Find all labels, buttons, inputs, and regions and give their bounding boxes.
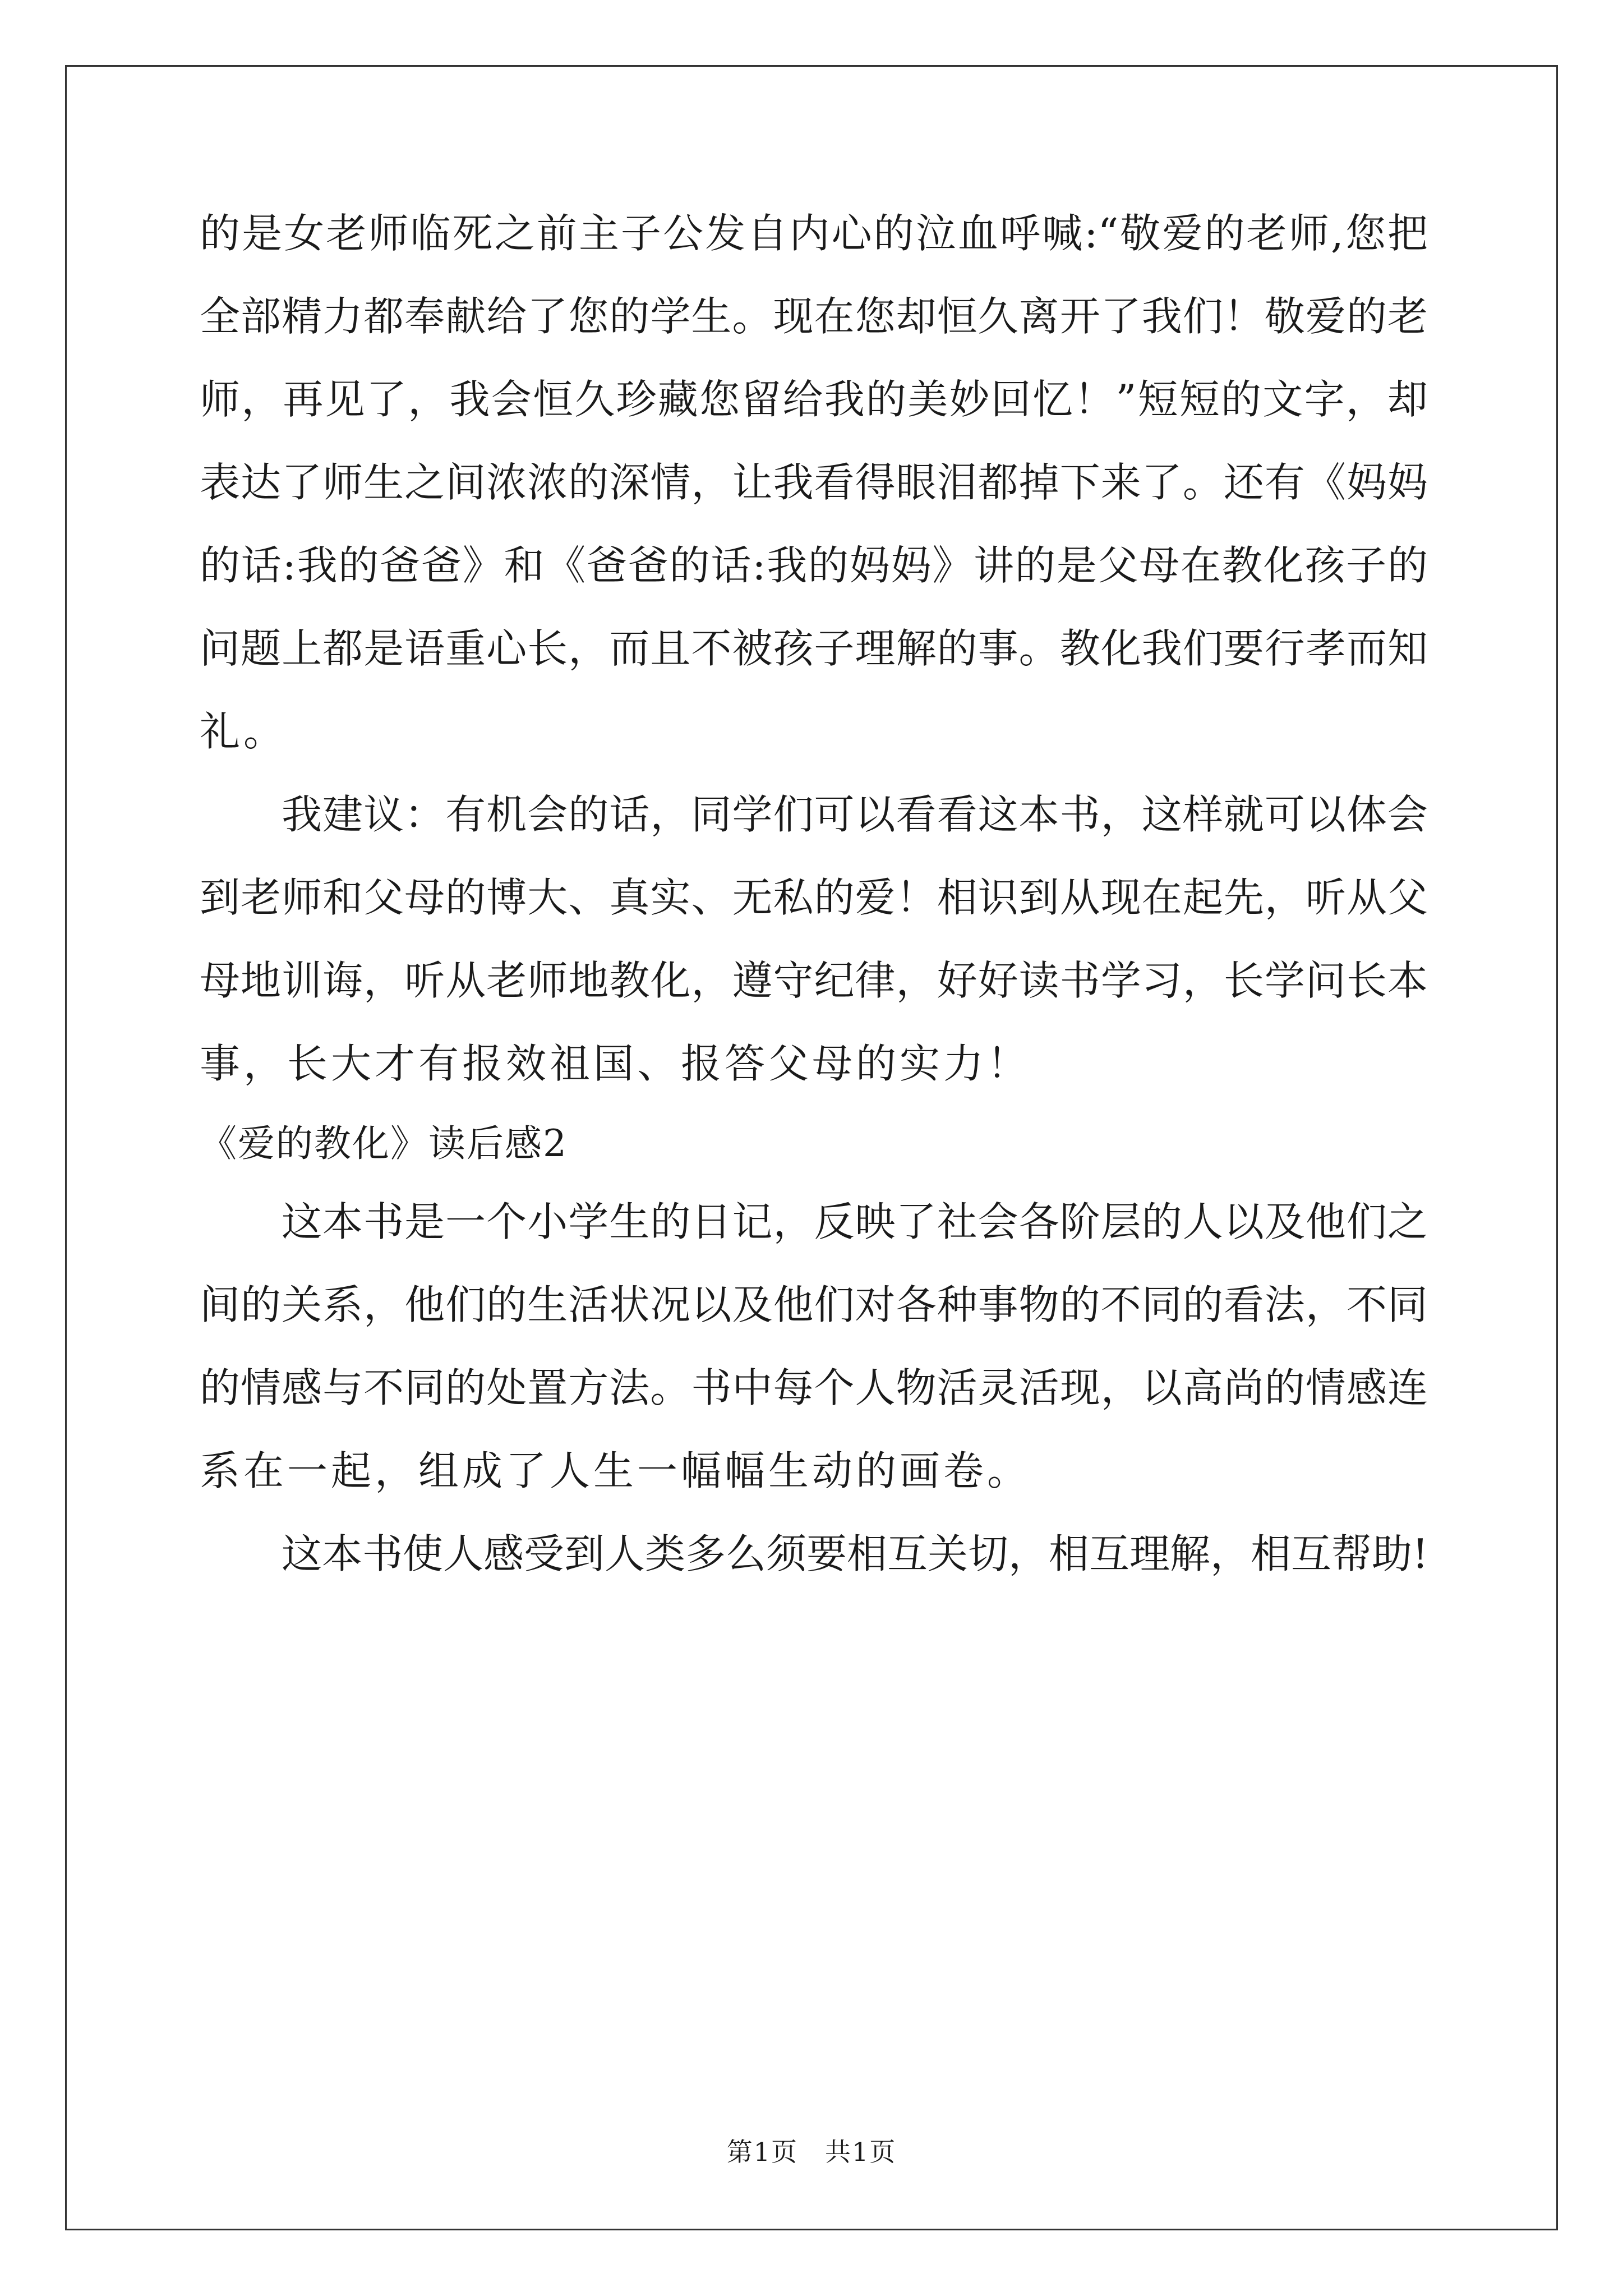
text-line: 到老师和父母的博大、真实、无私的爱！相识到从现在起先，听从父 [200,874,1428,921]
text-line: 的是女老师临死之前主子公发自内心的泣血呼喊:“敬爱的老师,您把 [200,210,1428,257]
section-heading: 《爱的教化》读后感2 [200,1122,568,1165]
page-footer: 第1页 共1页 [726,2137,897,2167]
text-line: 事，长大才有报效祖国、报答父母的实力！ [200,1040,1031,1087]
text-line: 礼。 [200,708,288,755]
text-line: 母地训诲，听从老师地教化，遵守纪律，好好读书学习，长学问长本 [200,957,1428,1004]
text-line: 师，再见了，我会恒久珍藏您留给我的美妙回忆！”短短的文字，却 [200,376,1428,423]
text-line: 我建议：有机会的话，同学们可以看看这本书，这样就可以体会 [282,791,1428,838]
text-line: 这本书是一个小学生的日记，反映了社会各阶层的人以及他们之 [282,1198,1428,1245]
text-line: 表达了师生之间浓浓的深情，让我看得眼泪都掉下来了。还有《妈妈 [200,459,1428,506]
text-line: 这本书使人感受到人类多么须要相互关切，相互理解，相互帮助! [282,1530,1428,1577]
text-line: 间的关系，他们的生活状况以及他们对各种事物的不同的看法，不同 [200,1281,1428,1328]
text-line: 全部精力都奉献给了您的学生。现在您却恒久离开了我们！敬爱的老 [200,293,1428,340]
text-line: 的话:我的爸爸》和《爸爸的话:我的妈妈》讲的是父母在教化孩子的 [200,542,1428,589]
text-line: 系在一起，组成了人生一幅幅生动的画卷。 [200,1447,1031,1494]
text-line: 问题上都是语重心长，而且不被孩子理解的事。教化我们要行孝而知 [200,625,1428,672]
text-line: 的情感与不同的处置方法。书中每个人物活灵活现，以高尚的情感连 [200,1364,1428,1411]
